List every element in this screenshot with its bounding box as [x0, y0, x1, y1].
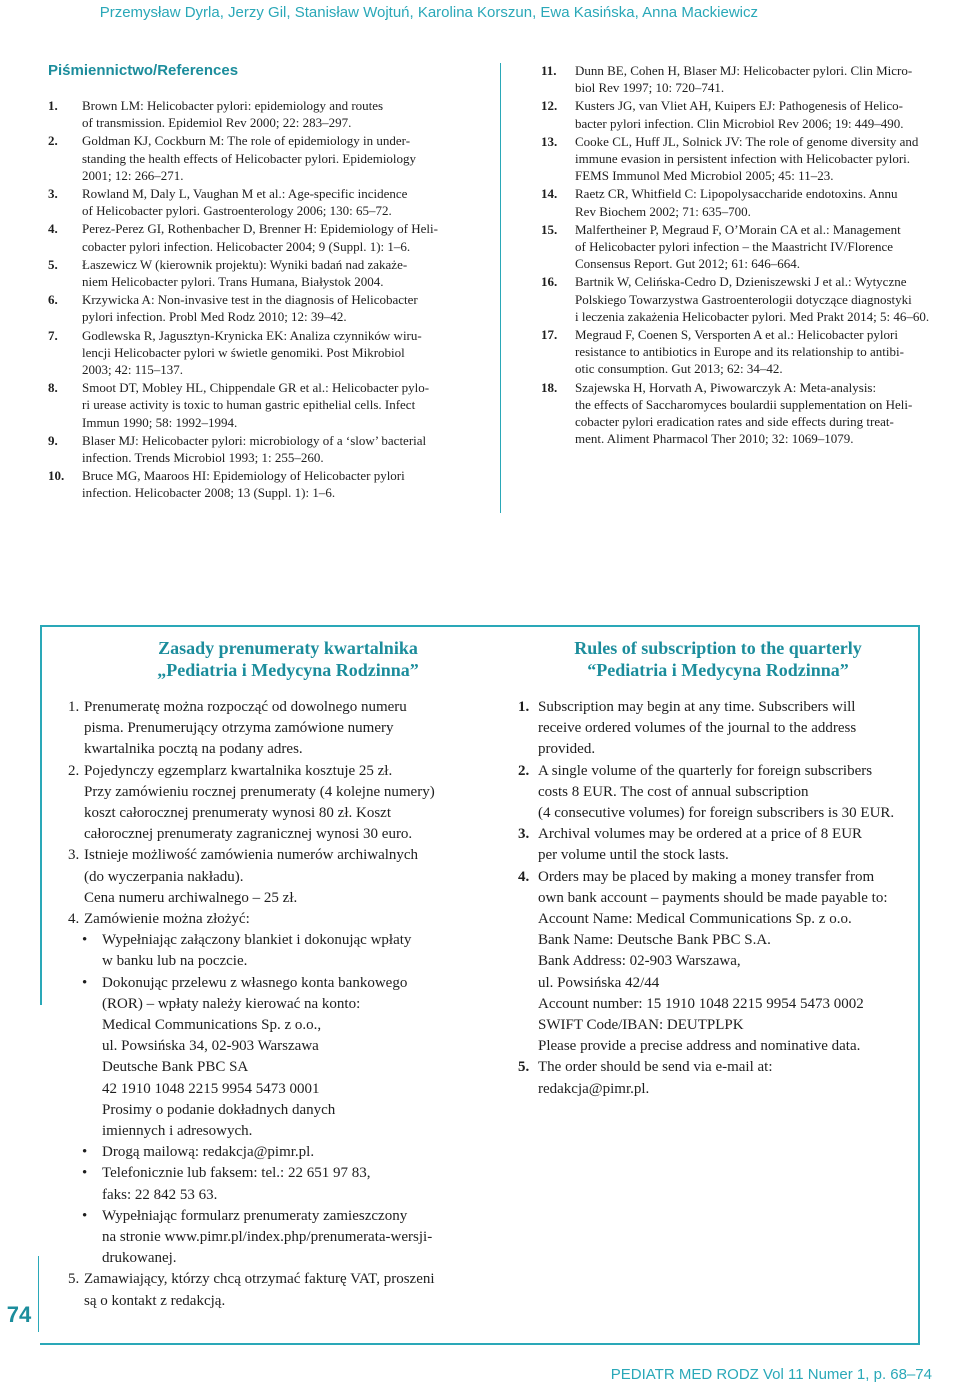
reference-number: 13.	[541, 133, 558, 149]
item-number: 2.	[518, 762, 530, 779]
item-line: całorocznej prenumeraty zagranicznej wynosi 30 euro.	[84, 826, 413, 843]
item-line: drukowanej.	[102, 1250, 177, 1267]
item-line: Wypełniając załączony blankiet i dokonując wpłaty	[102, 932, 412, 949]
item-line: (do wyczerpania nakładu).	[84, 868, 244, 885]
reference-item	[541, 185, 956, 219]
item-line: imiennych i adresowych.	[102, 1123, 253, 1140]
reference-line: otic consumption. Gut 2013; 62: 34–42.	[575, 361, 783, 377]
list-item	[518, 824, 918, 866]
reference-line: Malfertheiner P, Megraud F, O’Morain CA et al.: Management	[575, 221, 901, 237]
list-item	[68, 909, 508, 930]
item-line: Wypełniając formularz prenumeraty zamieszczony	[102, 1207, 408, 1224]
reference-line: Smoot DT, Mobley HL, Chippendale GR et al.: Helicobacter pylo-	[82, 380, 430, 396]
item-line: Orders may be placed by making a money transfer from	[538, 868, 875, 885]
reference-line: Rowland M, Daly L, Vaughan M et al.: Age-specific incidence	[82, 186, 408, 202]
reference-line: Dunn BE, Cohen H, Blaser MJ: Helicobacter pylori. Clin Micro-	[575, 63, 913, 78]
reference-line: infection. Trends Microbiol 1993; 1: 255–260.	[82, 450, 324, 466]
reference-number: 7.	[48, 327, 58, 343]
bullet-item	[68, 930, 508, 972]
item-line: Zamówienie można złożyć:	[84, 911, 250, 928]
box-border-bottom	[40, 1343, 920, 1345]
item-line: Account number: 15 1910 1048 2215 9954 5473 0002	[538, 995, 864, 1012]
item-line: provided.	[538, 741, 596, 758]
item-line: faks: 22 842 53 63.	[102, 1186, 218, 1203]
reference-line: ment. Aliment Pharmacol Ther 2010; 32: 1069–1079.	[575, 431, 854, 447]
item-line: 42 1910 1048 2215 9954 5473 0001	[102, 1080, 320, 1097]
reference-number: 8.	[48, 380, 58, 396]
item-line: redakcja@pimr.pl.	[538, 1080, 650, 1097]
reference-number: 3.	[48, 186, 58, 202]
reference-line: immune evasion in persistent infection with Helicobacter pylori.	[575, 151, 911, 167]
item-line: A single volume of the quarterly for foreign subscribers	[538, 762, 873, 779]
reference-line: Goldman KJ, Cockburn M: The role of epidemiology in under-	[82, 133, 411, 149]
reference-line: Łaszewicz W (kierownik projektu): Wyniki badań nad zakaże-	[82, 256, 408, 272]
item-line: Cena numeru archiwalnego – 25 zł.	[84, 889, 298, 906]
reference-number: 9.	[48, 432, 58, 448]
reference-item	[541, 221, 956, 273]
reference-line: of transmission. Epidemiol Rev 2000; 22: 283–297.	[82, 115, 352, 131]
item-line: (4 consecutive volumes) for foreign subscribers is 30 EUR.	[538, 805, 895, 822]
reference-line: Brown LM: Helicobacter pylori: epidemiology and routes	[82, 98, 384, 113]
list-item	[518, 697, 918, 761]
item-number: 2.	[68, 762, 80, 779]
references-list-left	[48, 97, 463, 503]
item-number: 1.	[518, 699, 530, 715]
reference-line: Kusters JG, van Vliet AH, Kuipers EJ: Pathogenesis of Helico-	[575, 98, 903, 114]
reference-line: Megraud F, Coenen S, Versporten A et al.: Helicobacter pylori	[575, 327, 898, 343]
item-number: 1.	[68, 699, 80, 715]
item-line: są o kontakt z redakcją.	[84, 1292, 226, 1309]
title-line: “Pediatria i Medycyna Rodzinna”	[587, 660, 849, 680]
title-line: Rules of subscription to the quarterly	[574, 638, 862, 658]
bullet-icon: •	[82, 932, 88, 949]
reference-item	[541, 62, 956, 96]
item-number: 4.	[518, 868, 530, 885]
reference-line: FEMS Immunol Med Microbiol 2005; 45: 11–23.	[575, 168, 834, 184]
reference-item	[48, 432, 463, 466]
reference-line: of Helicobacter pylori infection – the Maastricht IV/Florence	[575, 239, 894, 255]
reference-line: standing the health effects of Helicobacter pylori. Epidemiology	[82, 150, 417, 166]
reference-line: Bruce MG, Maaroos HI: Epidemiology of Helicobacter pylori	[82, 468, 405, 484]
bullet-item	[68, 1142, 508, 1163]
item-line: Pojedynczy egzemplarz kwartalnika kosztuje 25 zł.	[84, 762, 393, 779]
reference-number: 11.	[541, 63, 557, 78]
subscription-english-column	[518, 637, 918, 1100]
item-line: pisma. Prenumerujący otrzyma zamówione numery	[84, 720, 394, 737]
item-line: Zamawiający, którzy chcą otrzymać fakturę VAT, proszeni	[84, 1271, 435, 1288]
item-line: ul. Powsińska 42/44	[538, 974, 660, 991]
bullet-item	[68, 1206, 508, 1270]
item-line: na stronie www.pimr.pl/index.php/prenumerata-wersji-	[102, 1229, 433, 1246]
item-number: 5.	[68, 1271, 80, 1288]
reference-item	[541, 273, 956, 325]
title-line: Zasady prenumeraty kwartalnika	[158, 638, 418, 658]
reference-line: Rev Biochem 2002; 71: 635–700.	[575, 203, 751, 219]
reference-line: Immun 1990; 58: 1992–1994.	[82, 414, 238, 430]
bullet-icon: •	[82, 1207, 88, 1224]
subscription-english-list	[518, 697, 918, 1100]
running-header-authors: Przemysław Dyrla, Jerzy Gil, Stanisław Wojtuń, Karolina Korszun, Ewa Kasińska, Anna Mackiewicz	[99, 4, 758, 21]
reference-number: 6.	[48, 292, 58, 308]
item-line: Istnieje możliwość zamówienia numerów archiwalnych	[84, 847, 419, 864]
item-line: (ROR) – wpłaty należy kierować na konto:	[102, 995, 361, 1012]
reference-line: Szajewska H, Horvath A, Piwowarczyk A: Meta-analysis:	[575, 379, 877, 395]
reference-number: 14.	[541, 186, 558, 202]
reference-line: Raetz CR, Whitfield C: Lipopolysaccharide endotoxins. Annu	[575, 186, 898, 202]
item-line: Dokonując przelewu z własnego konta bankowego	[102, 974, 408, 991]
reference-item	[48, 256, 463, 290]
reference-item	[541, 133, 956, 185]
item-line: Medical Communications Sp. z o.o.,	[102, 1017, 322, 1034]
reference-item	[48, 97, 463, 131]
item-line: Account Name: Medical Communications Sp. z o.o.	[538, 911, 852, 928]
reference-number: 1.	[48, 98, 58, 113]
subscription-english-title	[518, 637, 918, 681]
reference-item	[48, 467, 463, 501]
box-border-top	[40, 625, 920, 627]
reference-line: Godlewska R, Jagusztyn-Krynicka EK: Analiza czynników wiru-	[82, 327, 422, 343]
reference-number: 10.	[48, 468, 65, 484]
references-list-right	[541, 62, 956, 448]
reference-item	[541, 97, 956, 131]
bullet-icon: •	[82, 1144, 88, 1161]
reference-line: biol Rev 1997; 10: 720–741.	[575, 80, 725, 96]
subscription-polish-column	[68, 637, 508, 1312]
item-line: Prosimy o podanie dokładnych danych	[102, 1101, 336, 1118]
item-line: Archival volumes may be ordered at a price of 8 EUR	[538, 826, 863, 843]
reference-item	[48, 379, 463, 431]
title-line: „Pediatria i Medycyna Rodzinna”	[157, 660, 419, 680]
reference-line: niem Helicobacter pylori. Trans Humana, Białystok 2004.	[82, 274, 384, 290]
item-line: Please provide a precise address and nominative data.	[538, 1038, 861, 1055]
list-item	[518, 761, 918, 825]
reference-line: Cooke CL, Huff JL, Solnick JV: The role of genome diversity and	[575, 133, 919, 149]
list-item	[518, 867, 918, 1058]
bullet-item	[68, 1163, 508, 1205]
reference-number: 15.	[541, 221, 558, 237]
reference-number: 17.	[541, 327, 558, 343]
subscription-polish-title	[68, 637, 508, 681]
item-line: costs 8 EUR. The cost of annual subscription	[538, 783, 809, 800]
page-number-rule	[38, 1256, 39, 1332]
list-item	[518, 1057, 918, 1099]
item-number: 5.	[518, 1059, 530, 1076]
reference-line: 2001; 12: 266–271.	[82, 167, 184, 183]
item-line: Prenumeratę można rozpocząć od dowolnego numeru	[84, 699, 407, 715]
item-line: Bank Address: 02-903 Warszawa,	[538, 953, 741, 970]
reference-item	[541, 326, 956, 378]
item-number: 4.	[68, 911, 80, 928]
item-line: receive ordered volumes of the journal to the address	[538, 720, 857, 737]
subscription-box	[40, 625, 940, 1345]
reference-line: the effects of Saccharomyces boulardii supplementation on Heli-	[575, 396, 913, 412]
item-line: Telefonicznie lub faksem: tel.: 22 651 97 83,	[102, 1165, 371, 1182]
order-methods-list	[68, 930, 508, 1269]
item-line: Przy zamówieniu rocznej prenumeraty (4 kolejne numery)	[84, 783, 435, 800]
column-divider	[500, 63, 501, 513]
reference-line: cobacter pylori infection. Helicobacter 2004; 9 (Suppl. 1): 1–6.	[82, 238, 411, 254]
reference-line: of Helicobacter pylori. Gastroenterology 2006; 130: 65–72.	[82, 203, 392, 219]
bullet-icon: •	[82, 974, 88, 991]
item-line: Bank Name: Deutsche Bank PBC S.A.	[538, 932, 771, 949]
reference-line: infection. Helicobacter 2008; 13 (Suppl. 1): 1–6.	[82, 485, 336, 501]
list-item	[68, 845, 508, 909]
item-line: ul. Powsińska 34, 02-903 Warszawa	[102, 1038, 319, 1055]
item-line: own bank account – payments should be made payable to:	[538, 889, 888, 906]
subscription-polish-list-end	[68, 1269, 508, 1311]
reference-item	[541, 379, 956, 448]
reference-item	[48, 185, 463, 219]
reference-item	[48, 327, 463, 379]
reference-number: 16.	[541, 274, 558, 290]
reference-line: i leczenia zakażenia Helicobacter pylori. Med Prakt 2014; 5: 46–60.	[575, 308, 930, 324]
reference-line: ri urease activity is toxic to human gastric epithelial cells. Infect	[82, 397, 416, 413]
reference-line: Consensus Report. Gut 2012; 61: 646–664.	[575, 256, 800, 272]
item-line: Deutsche Bank PBC SA	[102, 1059, 249, 1076]
reference-item	[48, 291, 463, 325]
page-number: 74	[6, 1302, 32, 1327]
list-item	[68, 761, 508, 846]
item-line: The order should be send via e-mail at:	[538, 1059, 773, 1076]
reference-line: 2003; 42: 115–137.	[82, 362, 183, 378]
bullet-item	[68, 973, 508, 1143]
reference-number: 5.	[48, 256, 58, 272]
reference-line: lencji Helicobacter pylori w świetle genomiki. Post Mikrobiol	[82, 344, 405, 360]
reference-line: bacter pylori infection. Clin Microbiol Rev 2006; 19: 449–490.	[575, 115, 904, 131]
item-number: 3.	[518, 826, 530, 843]
reference-line: Perez-Perez GI, Rothenbacher D, Brenner H: Epidemiology of Heli-	[82, 221, 438, 237]
item-number: 3.	[68, 847, 80, 864]
reference-number: 2.	[48, 133, 58, 149]
item-line: SWIFT Code/IBAN: DEUTPLPK	[538, 1017, 744, 1034]
reference-line: cobacter pylori eradication rates and side effects during treat-	[575, 414, 894, 430]
references-heading: Piśmiennictwo/References	[48, 62, 239, 79]
reference-line: resistance to antibiotics in Europe and its relationship to antibi-	[575, 344, 904, 360]
reference-number: 18.	[541, 379, 558, 395]
list-item	[68, 697, 508, 761]
item-line: Drogą mailową: redakcja@pimr.pl.	[102, 1144, 315, 1161]
reference-item	[48, 220, 463, 254]
bullet-icon: •	[82, 1165, 88, 1182]
subscription-polish-list	[68, 697, 508, 930]
reference-number: 12.	[541, 98, 558, 114]
list-item	[68, 1269, 508, 1311]
box-border-right	[918, 625, 920, 1345]
reference-line: pylori infection. Probl Med Rodz 2010; 12: 39–42.	[82, 309, 347, 325]
running-footer-journal: PEDIATR MED RODZ Vol 11 Numer 1, p. 68–74	[610, 1366, 932, 1383]
reference-line: Bartnik W, Celińska-Cedro D, Dzieniszewski J et al.: Wytyczne	[575, 274, 907, 290]
reference-number: 4.	[48, 221, 58, 237]
item-line: kwartalnika pocztą na podany adres.	[84, 741, 303, 758]
box-border-left	[40, 625, 42, 1005]
reference-line: Blaser MJ: Helicobacter pylori: microbiology of a ‘slow’ bacterial	[82, 432, 427, 448]
reference-item	[48, 132, 463, 184]
item-line: per volume until the stock lasts.	[538, 847, 729, 864]
item-line: w banku lub na poczcie.	[102, 953, 248, 970]
reference-line: Krzywicka A: Non-invasive test in the diagnosis of Helicobacter	[82, 292, 418, 308]
item-line: Subscription may begin at any time. Subscribers will	[538, 699, 856, 715]
reference-line: Polskiego Towarzystwa Gastroenterologii dotyczące diagnostyki	[575, 291, 912, 307]
item-line: koszt całorocznej prenumeraty wynosi 80 zł. Koszt	[84, 805, 391, 822]
